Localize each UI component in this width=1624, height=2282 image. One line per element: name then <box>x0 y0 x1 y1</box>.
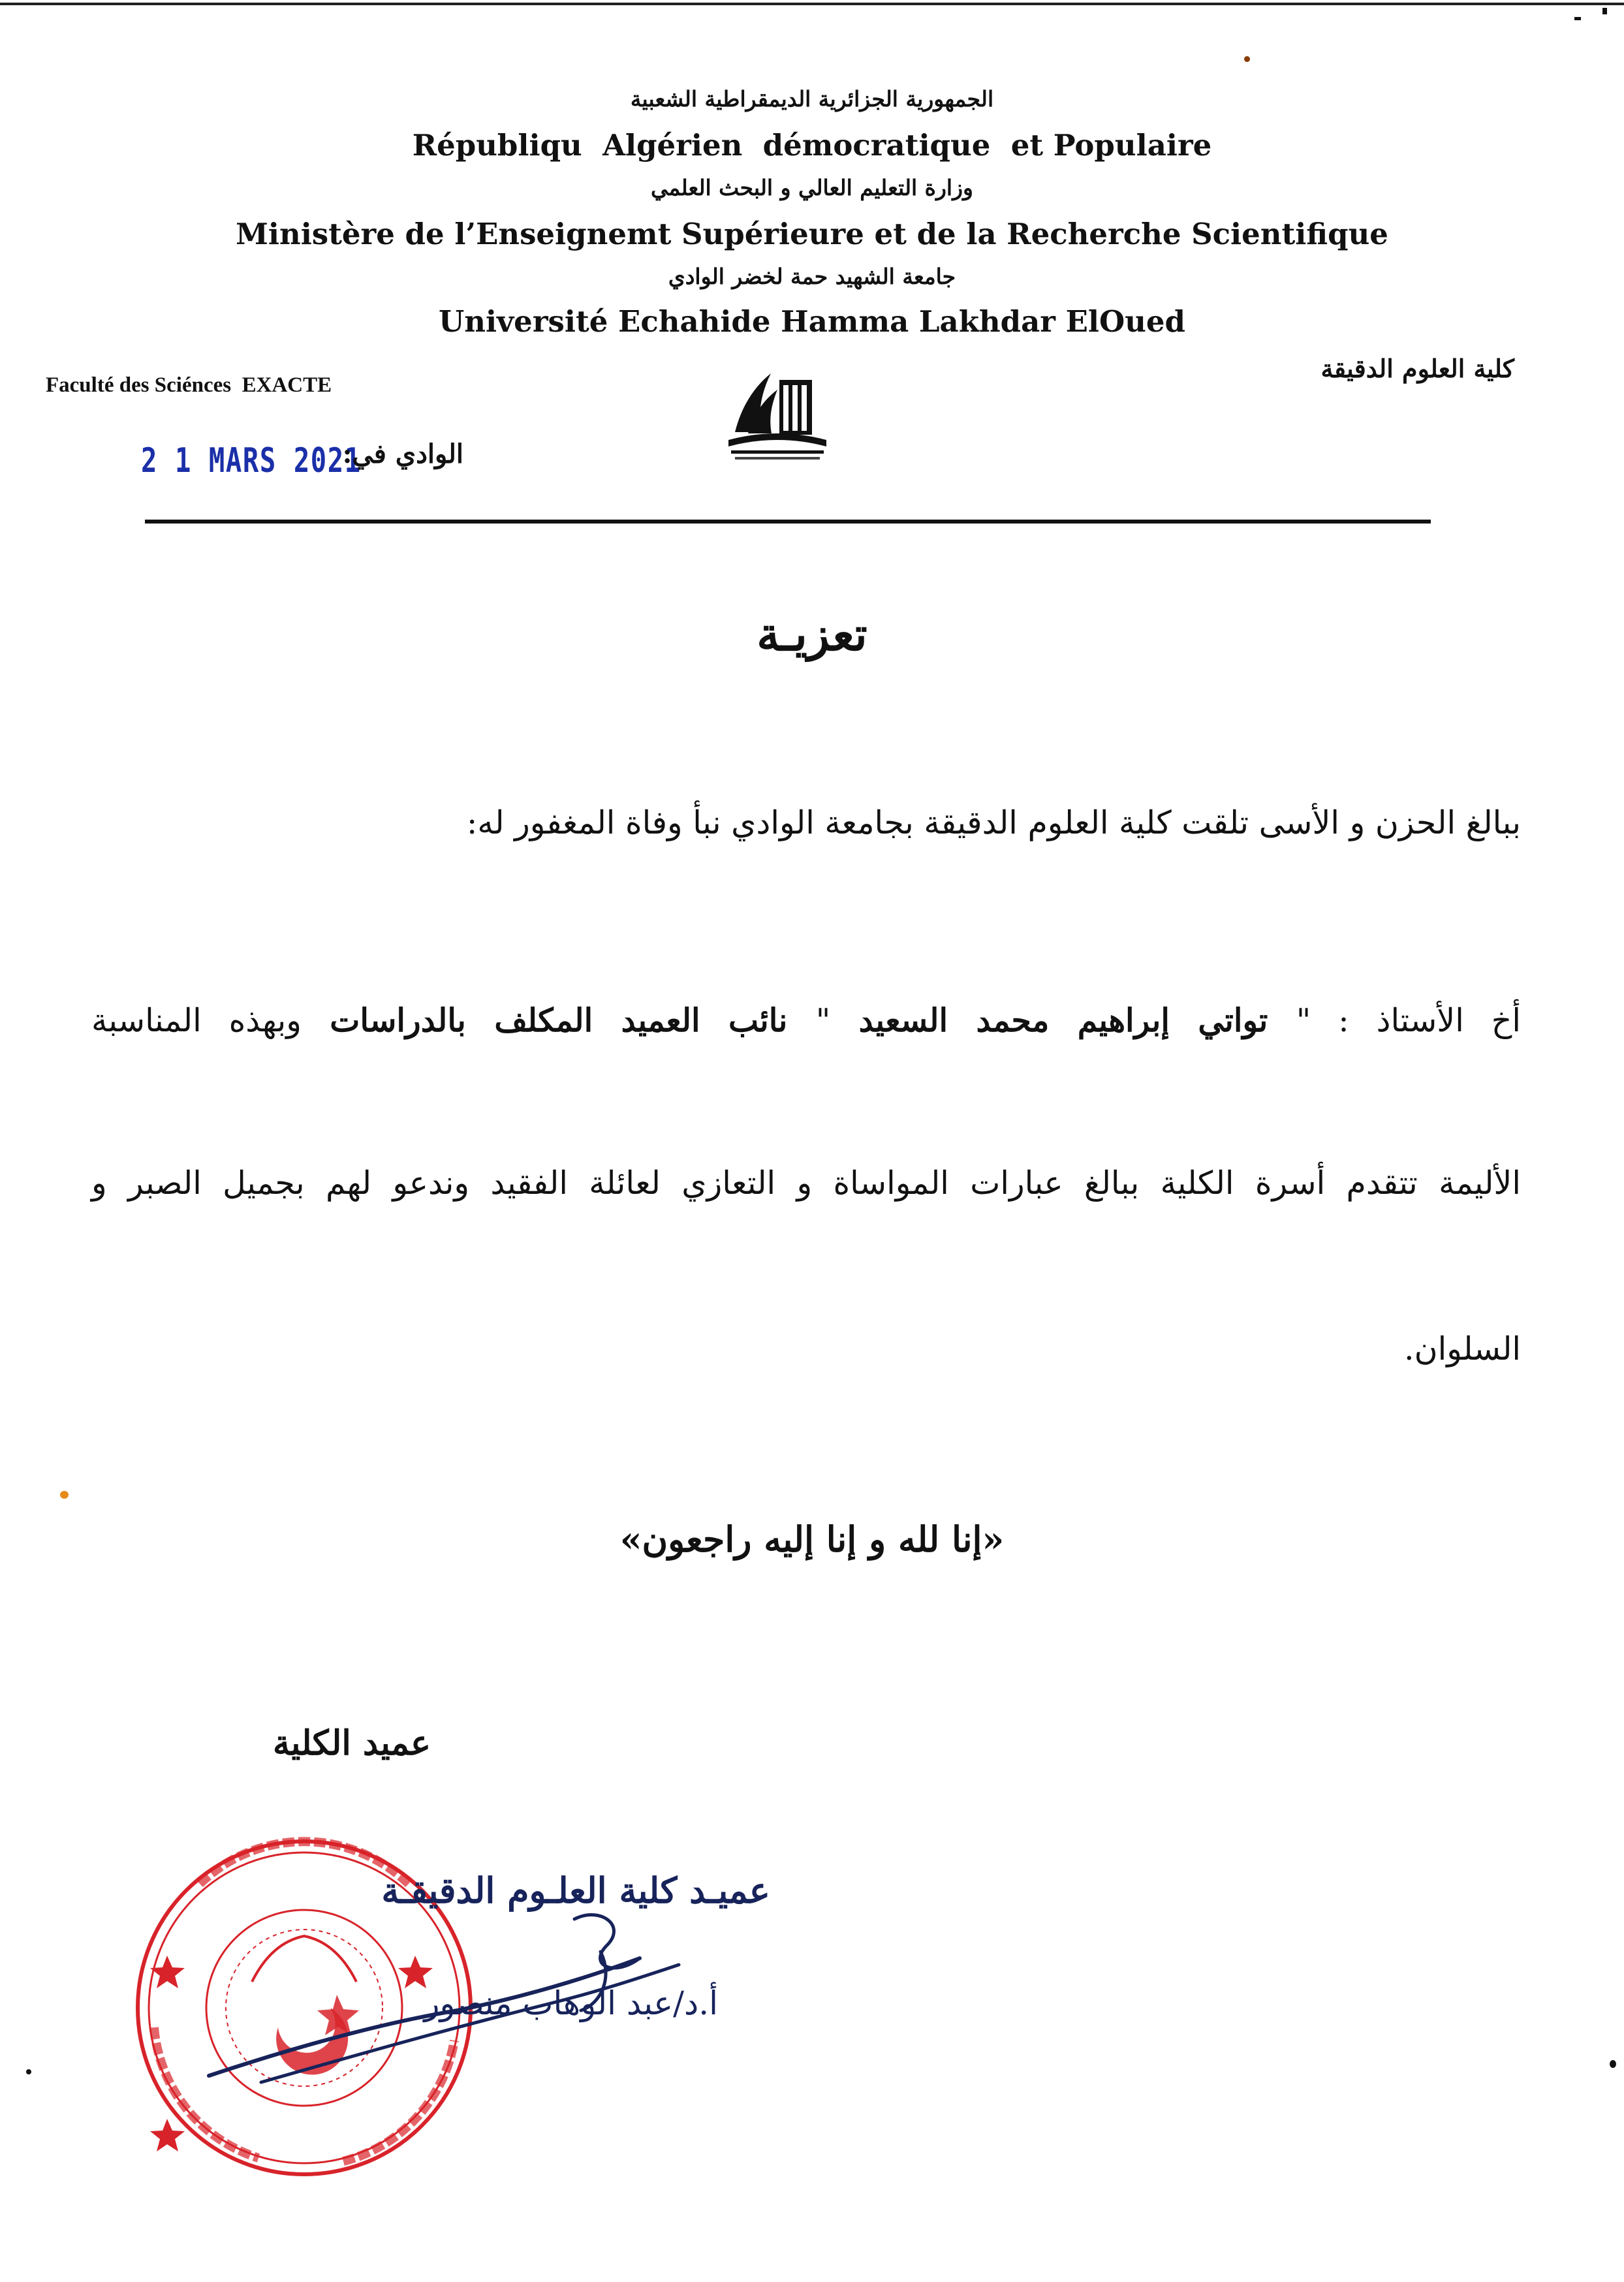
scan-speck <box>1574 17 1581 20</box>
handwritten-signature <box>183 1880 770 2102</box>
quranic-verse: «إنا لله و إنا إليه راجعون» <box>619 1518 1005 1560</box>
text-segment: أخ الأستاذ : " <box>1296 1002 1521 1039</box>
header-ministry-french: Ministère de l’Enseignemt Supérieure et de la Recherche Scientifique <box>236 217 1388 251</box>
dean-title: عميد الكلية <box>273 1723 431 1763</box>
body-paragraph-line: الأليمة تتقدم أسرة الكلية ببالغ عبارات المواساة و التعازي لعائلة الفقيد وندعو لهم بجميل الصبر و <box>91 1164 1521 1202</box>
deceased-relative-name: تواتي إبراهيم محمد السعيد <box>830 1001 1296 1039</box>
relative-role: نائب العميد المكلف بالدراسات <box>301 1001 816 1039</box>
header-university-french: Université Echahide Hamma Lakhdar ElOued <box>438 304 1186 339</box>
university-logo <box>722 360 833 465</box>
header-republic-arabic: الجمهورية الجزائرية الديمقراطية الشعبية <box>630 86 994 112</box>
document-title: تعزيـة <box>757 607 867 661</box>
text-segment: وبهذه المناسبة <box>91 1002 302 1039</box>
header-ministry-arabic: وزارة التعليم العالي و البحث العلمي <box>651 175 973 200</box>
faculty-name-french: Faculté des Sciénces EXACTE <box>46 373 332 397</box>
header-republic-french: Républiqu Algérien démocratique et Populaire <box>412 128 1212 163</box>
scan-speck <box>1610 2060 1616 2068</box>
date-stamp: 2 1 MARS 2021 <box>141 441 362 480</box>
scan-border-line <box>0 3 1624 5</box>
faculty-name-arabic: كلية العلوم الدقيقة <box>1320 354 1514 383</box>
date-label: الوادي في: <box>342 439 463 469</box>
body-paragraph-line: ببالغ الحزن و الأسى تلقت كلية العلوم الدقيقة بجامعة الوادي نبأ وفاة المغفور له: <box>466 804 1521 841</box>
seal-dean-name: أ.د/عبد الوهاب منصور <box>424 1984 718 2022</box>
seal-dean-title: عميـد كلية العلـوم الدقيقـة <box>381 1869 770 1911</box>
header-divider <box>145 520 1431 524</box>
header-university-arabic: جامعة الشهيد حمة لخضر الوادي <box>668 264 956 289</box>
scan-speck <box>60 1491 69 1499</box>
scan-speck <box>1244 56 1250 62</box>
body-paragraph-line <box>91 1001 1521 1039</box>
text-segment: " <box>815 1002 831 1039</box>
body-paragraph-line: السلوان. <box>1404 1330 1521 1368</box>
scan-speck <box>26 2069 31 2074</box>
scan-speck <box>1602 8 1607 14</box>
